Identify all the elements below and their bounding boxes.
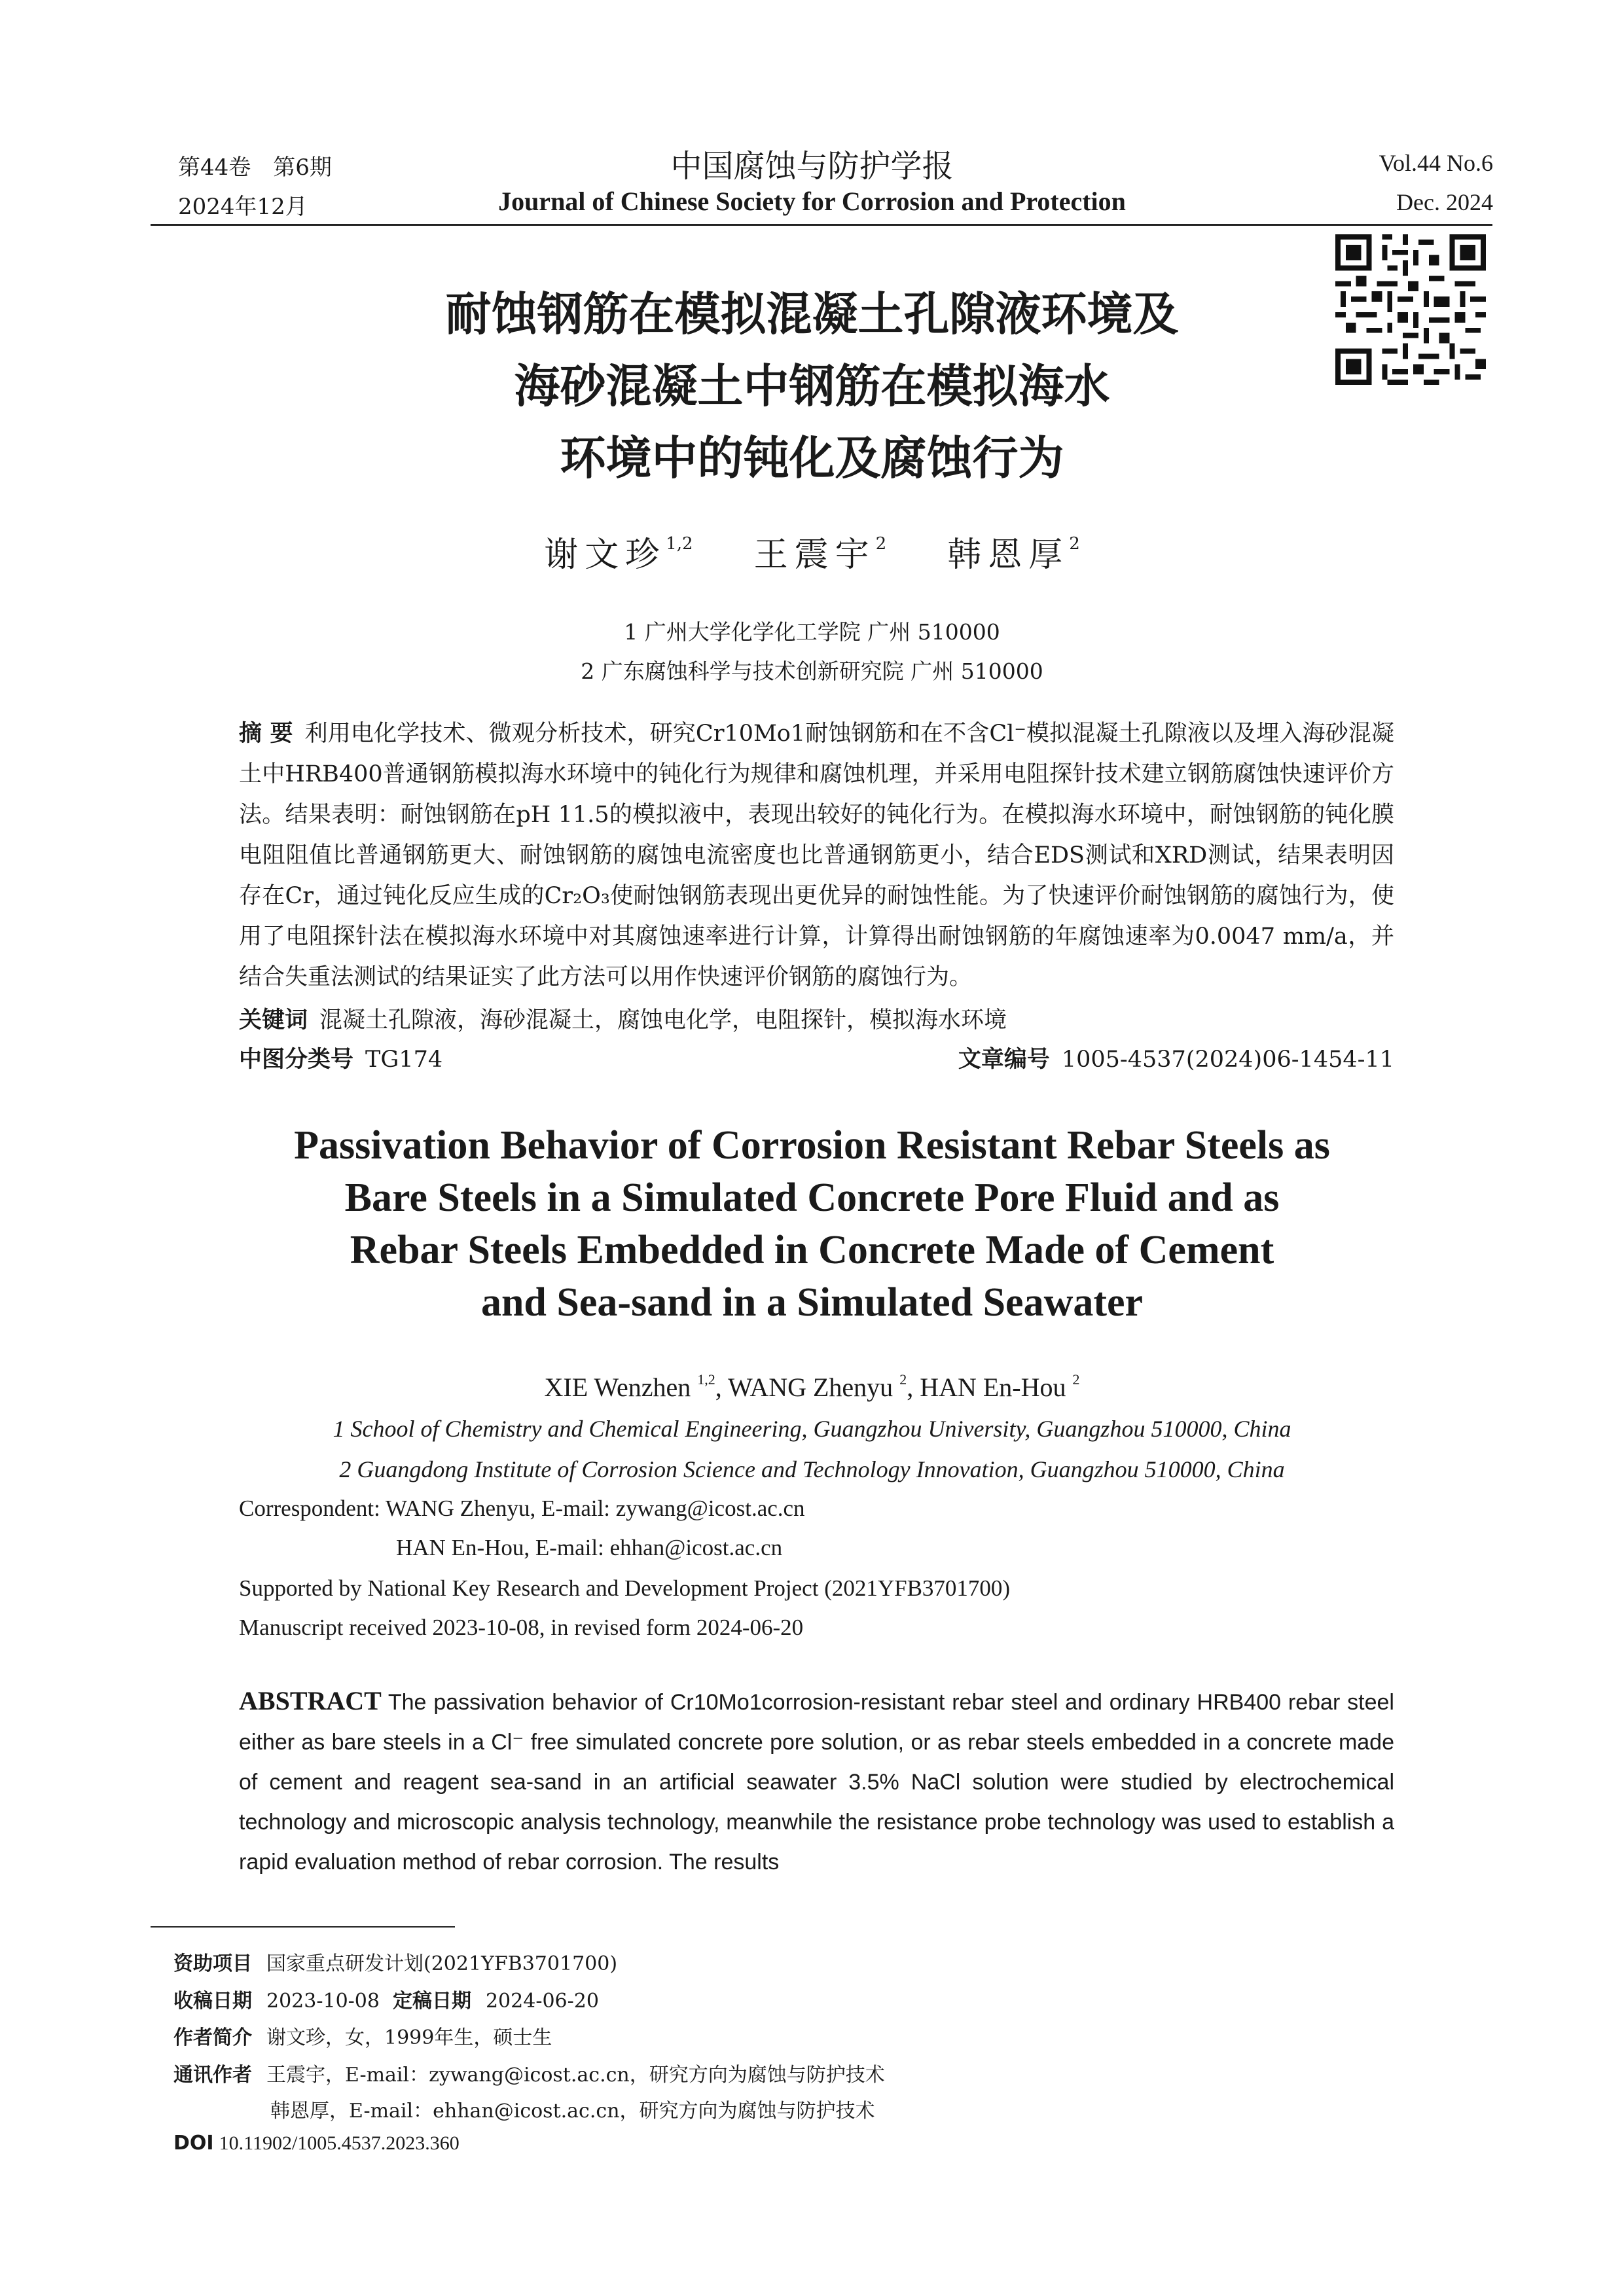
header-volume-issue-en: Vol.44 No.6 (1379, 150, 1493, 176)
author-en: HAN En-Hou $^2$ (920, 1371, 1080, 1402)
header-volume-issue-cn: 第44卷 第6期 (178, 154, 332, 181)
keywords-cn (239, 1000, 1394, 1041)
article-number-value: 1005-4537(2024)06-1454-11 (1061, 1047, 1394, 1073)
footnote-rule (151, 1926, 455, 1928)
correspondent-line-2: HAN En-Hou, E-mail: ehhan@icost.ac.cn (396, 1535, 783, 1560)
journal-title-en: Journal of Chinese Society for Corrosion and Protection (498, 187, 1126, 216)
article-number-label: 文章编号 (958, 1047, 1050, 1073)
affiliation-cn: 2 广东腐蚀科学与技术创新研究院 广州 510000 (581, 658, 1043, 684)
journal-title-cn: 中国腐蚀与防护学报 (670, 148, 954, 185)
author-cn: 谢文珍$^{1,2}$ (544, 534, 693, 575)
title-en-line: Passivation Behavior of Corrosion Resistant Rebar Steels as (294, 1123, 1330, 1168)
title-en-line: Rebar Steels Embedded in Concrete Made of Cement (350, 1228, 1274, 1272)
manuscript-dates: Manuscript received 2023-10-08, in revised form 2024-06-20 (239, 1615, 804, 1640)
author-en: WANG Zhenyu $^2$, (728, 1371, 920, 1402)
title-en-line: and Sea-sand in a Simulated Seawater (480, 1280, 1144, 1325)
keywords-cn-label: 关键词 (239, 1007, 308, 1033)
correspondent-line: Correspondent: WANG Zhenyu, E-mail: zywang@icost.ac.cn (239, 1496, 805, 1521)
title-cn (0, 278, 1624, 494)
header-date-en: Dec. 2024 (1396, 189, 1493, 215)
footnote-corresponding: 通讯作者 王震宇，E-mail：zywang@icost.ac.cn，研究方向为腐蚀与防护技术 (173, 2064, 885, 2087)
footnote-dates: 收稿日期 2023-10-08 定稿日期 2024-06-20 (173, 1990, 599, 2013)
classification-label: 中图分类号 (239, 1047, 354, 1073)
footnote-fund: 资助项目 国家重点研发计划(2021YFB3701700) (173, 1952, 618, 1975)
abstract-cn (239, 713, 1394, 997)
article-number (958, 1039, 1394, 1080)
author-en: XIE Wenzhen $^{1,2}$, (544, 1371, 729, 1402)
classification-value: TG174 (365, 1047, 443, 1073)
doi[interactable]: DOI 10.11902/1005.4537.2023.360 (173, 2132, 460, 2155)
supported-by: Supported by National Key Research and Development Project (2021YFB3701700) (239, 1575, 1011, 1601)
title-en (0, 1119, 1624, 1329)
footnote-bio: 作者简介 谢文珍，女，1999年生，硕士生 (173, 2026, 552, 2049)
header-date-cn: 2024年12月 (178, 194, 308, 220)
header-rule (151, 224, 1492, 226)
abstract-cn-text: 利用电化学技术、微观分析技术，研究Cr10Mo1耐蚀钢筋和在不含Cl⁻模拟混凝土孔隙液以及埋入海砂混凝土中HRB400普通钢筋模拟海水环境中的钝化行为规律和腐蚀机理，并采用电阻探针技术建立钢筋腐蚀快速评价方法。结果表明：耐蚀钢筋在pH 11.5的模拟液中，表现出较好的钝化行为。在模拟海水环境中，耐蚀钢筋的钝化膜电阻阻值比普通钢筋更大、耐蚀钢筋的腐蚀电流密度也比普通钢筋更小，结合EDS测试和XRD测试，结果表明因存在Cr，通过钝化反应生成的Cr₂O₃使耐蚀钢筋表现出更优异的耐蚀性能。为了快速评价耐蚀钢筋的腐蚀行为，使用了电阻探针法在模拟海水环境中对其腐蚀速率进行计算，计算得出耐蚀钢筋的年腐蚀速率为0.0047 mm/a，并结合失重法测试的结果证实了此方法可以用作快速评价钢筋的腐蚀行为。 (239, 721, 1394, 990)
footnote-corresponding-2: 韩恩厚，E-mail：ehhan@icost.ac.cn，研究方向为腐蚀与防护技术 (270, 2100, 875, 2123)
title-cn-line: 海砂混凝土中钢筋在模拟海水 (514, 359, 1110, 413)
title-en-line: Bare Steels in a Simulated Concrete Pore Fluid and as (344, 1175, 1280, 1220)
abstract-cn-label: 摘 要 (239, 721, 293, 747)
abstract-en-text: The passivation behavior of Cr10Mo1corrosion-resistant rebar steel and ordinary HRB400 rebar steel either as bare steels in a Cl⁻ free simulated concrete pore solution, or as rebar steels embedded in a concrete made of cement and reagent sea-sand in an artificial seawater 3.5% NaCl solution were studied by electrochemical technology and microscopic analysis technology, meanwhile the resistance probe technology was used to establish a rapid evaluation method of rebar corrosion. The results (239, 1690, 1394, 1874)
author-cn: 韩恩厚$^2$ (947, 534, 1080, 575)
author-cn: 王震宇$^2$ (753, 534, 887, 575)
abstract-en (239, 1681, 1394, 1882)
authors-en (0, 1371, 1624, 1403)
title-cn-line: 环境中的钝化及腐蚀行为 (560, 431, 1064, 485)
affiliation-cn: 1 广州大学化学化工学院 广州 510000 (624, 619, 1000, 645)
title-cn-line: 耐蚀钢筋在模拟混凝土孔隙液环境及 (445, 287, 1179, 341)
affiliation-en: 1 School of Chemistry and Chemical Engineering, Guangzhou University, Guangzhou 510000, China (333, 1416, 1291, 1442)
affiliation-en: 2 Guangdong Institute of Corrosion Science and Technology Innovation, Guangzhou 510000, China (339, 1456, 1285, 1482)
classification-line (239, 1039, 1394, 1080)
abstract-en-label: ABSTRACT (239, 1686, 382, 1715)
authors-cn (0, 527, 1624, 576)
keywords-cn-text: 混凝土孔隙液，海砂混凝土，腐蚀电化学，电阻探针，模拟海水环境 (319, 1007, 1007, 1033)
